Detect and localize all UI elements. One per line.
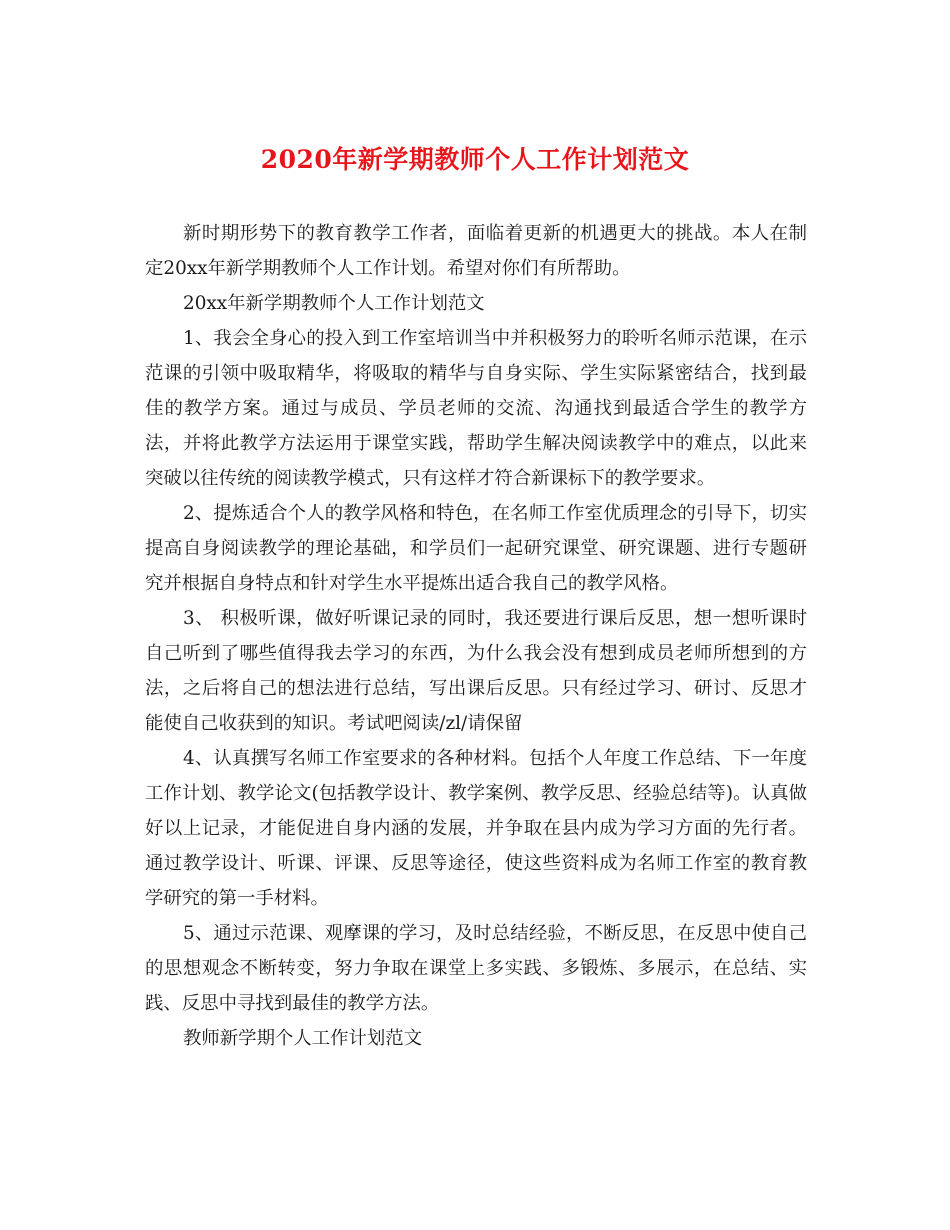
paragraph-item-1: 1、我会全身心的投入到工作室培训当中并积极努力的聆听名师示范课，在示范课的引领中吸取精华，将吸取的精华与自身实际、学生实际紧密结合，找到最佳的教学方案。通过与成员、学员老师的交流、沟通找到最适合学生的教学方法，并将此教学方法运用于课堂实践，帮助学生解决阅读教学中的难点，以此来突破以往传统的阅读教学模式，只有这样才符合新课标下的教学要求。 (145, 328, 807, 489)
paragraph-item-3: 3、 积极听课，做好听课记录的同时，我还要进行课后反思，想一想听课时自己听到了哪些值得我去学习的东西，为什么我会没有想到成员老师所想到的方法，之后将自己的想法进行总结，写出课后反思。只有经过学习、研讨、反思才能使自己收获到的知识。考试吧阅读/zl/请保留 (145, 608, 807, 734)
document-title: 2020年新学期教师个人工作计划范文 (260, 145, 690, 174)
paragraph-item-2: 2、提炼适合个人的教学风格和特色，在名师工作室优质理念的引导下，切实提高自身阅读教学的理论基础，和学员们一起研究课堂、研究课题、进行专题研究并根据自身特点和针对学生水平提炼出适合我自己的教学风格。 (145, 503, 807, 594)
document-body (145, 216, 807, 1056)
paragraph-closing-heading: 教师新学期个人工作计划范文 (183, 1028, 423, 1049)
paragraph-item-4: 4、认真撰写名师工作室要求的各种材料。包括个人年度工作总结、下一年度工作计划、教学论文(包括教学设计、教学案例、教学反思、经验总结等)。认真做好以上记录，才能促进自身内涵的发展，并争取在县内成为学习方面的先行者。通过教学设计、听课、评课、反思等途径，使这些资料成为名师工作室的教育教学研究的第一手材料。 (145, 748, 807, 909)
paragraph-intro: 新时期形势下的教育教学工作者，面临着更新的机遇更大的挑战。本人在制定20xx年新学期教师个人工作计划。希望对你们有所帮助。 (145, 223, 807, 279)
paragraph-item-5: 5、通过示范课、观摩课的学习，及时总结经验，不断反思，在反思中使自己的思想观念不断转变，努力争取在课堂上多实践、多锻炼、多展示，在总结、实践、反思中寻找到最佳的教学方法。 (145, 923, 807, 1014)
paragraph-subheading: 20xx年新学期教师个人工作计划范文 (183, 293, 485, 314)
